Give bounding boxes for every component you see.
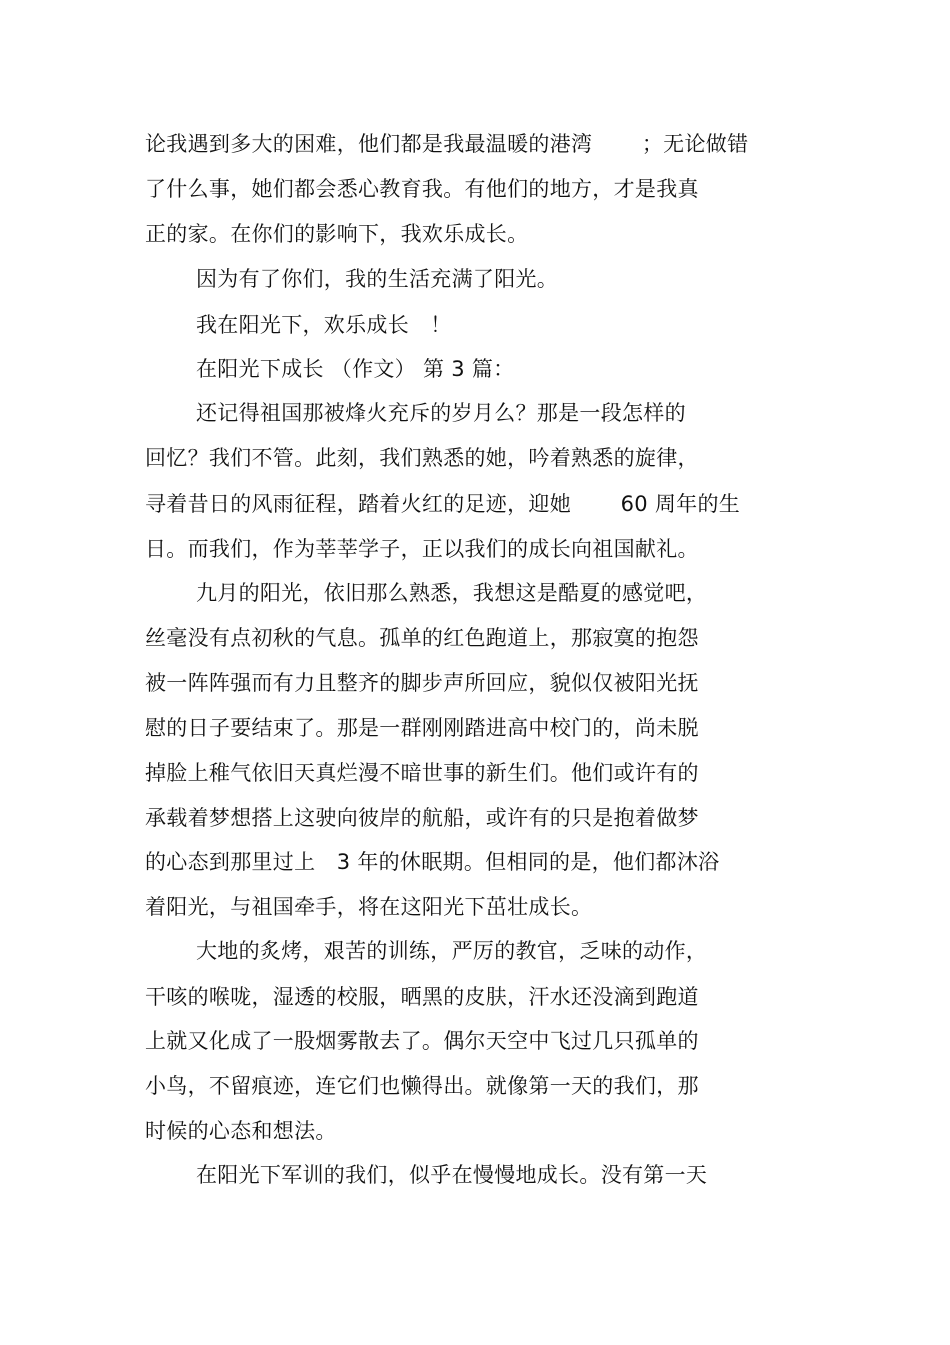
- text-line: 论我遇到多大的困难，他们都是我最温暖的港湾 ；无论做错: [145, 132, 749, 156]
- text-line: 小鸟，不留痕迹，连它们也懒得出。就像第一天的我们，那: [145, 1074, 699, 1098]
- text-line: 时候的心态和想法。: [145, 1119, 337, 1143]
- text-line: 被一阵阵强而有力且整齐的脚步声所回应，貌似仅被阳光抚: [145, 671, 699, 695]
- text-line: 还记得祖国那被烽火充斥的岁月么？那是一段怎样的: [196, 401, 686, 425]
- text-line: 回忆？我们不管。此刻，我们熟悉的她，吟着熟悉的旋律，: [145, 446, 699, 470]
- text-line: 正的家。在你们的影响下，我欢乐成长。: [145, 222, 529, 246]
- text-line: 慰的日子要结束了。那是一群刚刚踏进高中校门的，尚未脱: [145, 716, 699, 740]
- text-line: 我在阳光下，欢乐成长 ！: [196, 313, 452, 337]
- text-line: 掉脸上稚气依旧天真烂漫不暗世事的新生们。他们或许有的: [145, 761, 699, 785]
- text-line: 日。而我们，作为莘莘学子，正以我们的成长向祖国献礼。: [145, 537, 699, 561]
- text-line: 干咳的喉咙，湿透的校服，晒黑的皮肤，汗水还没滴到跑道: [145, 985, 699, 1009]
- section-heading: 在阳光下成长 （作文） 第 3 篇：: [196, 357, 515, 381]
- text-line: 在阳光下军训的我们，似乎在慢慢地成长。没有第一天: [196, 1163, 708, 1187]
- text-line: 寻着昔日的风雨征程，踏着火红的足迹，迎她 60 周年的生: [145, 492, 741, 516]
- text-line: 上就又化成了一股烟雾散去了。偶尔天空中飞过几只孤单的: [145, 1029, 699, 1053]
- text-line: 大地的炙烤，艰苦的训练，严厉的教官，乏味的动作，: [196, 939, 708, 963]
- text-line: 承载着梦想搭上这驶向彼岸的航船，或许有的只是抱着做梦: [145, 806, 699, 830]
- text-line: 了什么事，她们都会悉心教育我。有他们的地方，才是我真: [145, 177, 699, 201]
- text-line: 丝毫没有点初秋的气息。孤单的红色跑道上，那寂寞的抱怨: [145, 626, 699, 650]
- text-line: 着阳光，与祖国牵手，将在这阳光下茁壮成长。: [145, 895, 593, 919]
- text-line: 的心态到那里过上 3 年的休眠期。但相同的是，他们都沐浴: [145, 850, 720, 874]
- text-line: 九月的阳光，依旧那么熟悉，我想这是酷夏的感觉吧，: [196, 581, 708, 605]
- text-line: 因为有了你们，我的生活充满了阳光。: [196, 267, 559, 291]
